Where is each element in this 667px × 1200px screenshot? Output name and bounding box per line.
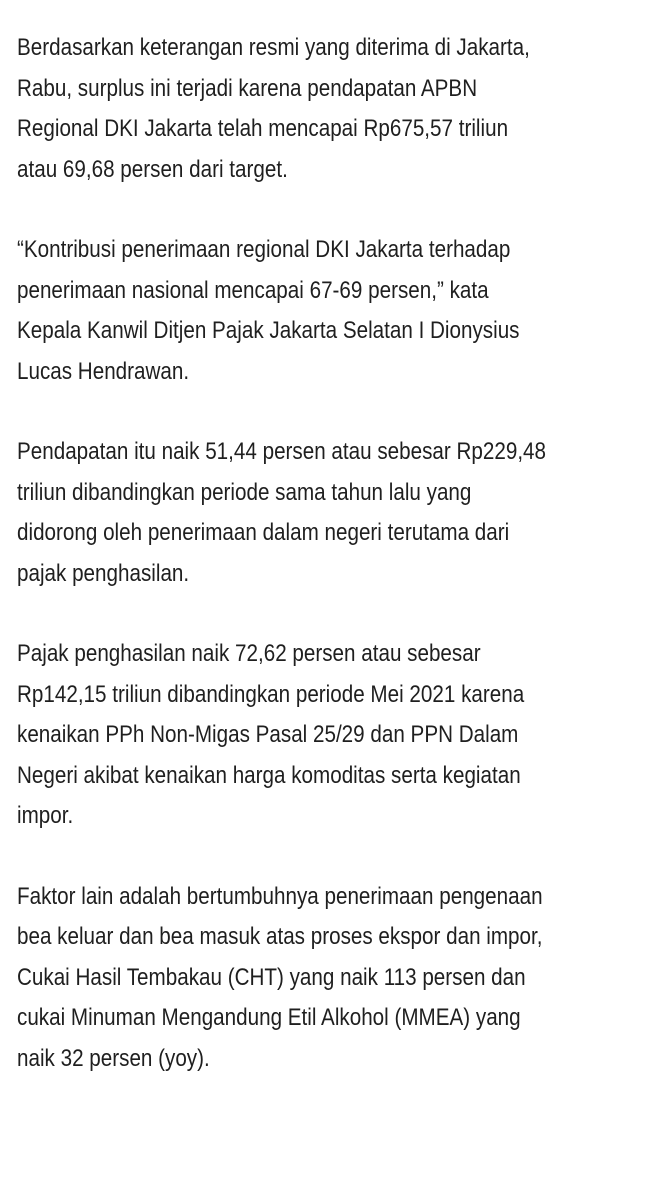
paragraph-2 — [17, 230, 657, 392]
text-line: triliun dibandingkan periode sama tahun lalu yang — [17, 478, 472, 506]
text-line: impor. — [17, 802, 74, 829]
text-line: Berdasarkan keterangan resmi yang diterima di Jakarta, — [17, 34, 530, 61]
paragraph-5 — [17, 877, 657, 1080]
paragraph-1 — [17, 28, 657, 190]
text-line: Pendapatan itu naik 51,44 persen atau sebesar Rp229,48 — [17, 438, 547, 465]
text-line: Regional DKI Jakarta telah mencapai Rp675,57 triliun — [17, 115, 509, 142]
text-line: Cukai Hasil Tembakau (CHT) yang naik 113 persen dan — [17, 963, 526, 991]
text-line: Rabu, surplus ini terjadi karena pendapatan APBN — [17, 74, 478, 102]
text-line: didorong oleh penerimaan dalam negeri terutama dari — [17, 519, 510, 546]
text-line: atau 69,68 persen dari target. — [17, 155, 288, 183]
text-line: Kepala Kanwil Ditjen Pajak Jakarta Selatan I Dionysius — [17, 317, 520, 344]
text-line: Lucas Hendrawan. — [17, 357, 190, 385]
text-line: Pajak penghasilan naik 72,62 persen atau sebesar — [17, 640, 481, 667]
paragraph-3 — [17, 432, 657, 594]
text-line: Rp142,15 triliun dibandingkan periode Mei 2021 karena — [17, 680, 525, 708]
text-line: penerimaan nasional mencapai 67-69 persen,” kata — [17, 276, 489, 304]
text-line: kenaikan PPh Non-Migas Pasal 25/29 dan PPN Dalam — [17, 721, 519, 748]
text-line: Faktor lain adalah bertumbuhnya penerimaan pengenaan — [17, 882, 543, 910]
article-body — [17, 28, 657, 1119]
text-line: naik 32 persen (yoy). — [17, 1044, 210, 1072]
text-line: cukai Minuman Mengandung Etil Alkohol (MMEA) yang — [17, 1004, 521, 1031]
text-line: Negeri akibat kenaikan harga komoditas serta kegiatan — [17, 761, 521, 789]
text-line: pajak penghasilan. — [17, 559, 190, 587]
paragraph-4 — [17, 634, 657, 837]
text-line: bea keluar dan bea masuk atas proses ekspor dan impor, — [17, 923, 543, 950]
text-line: “Kontribusi penerimaan regional DKI Jakarta terhadap — [17, 236, 511, 263]
